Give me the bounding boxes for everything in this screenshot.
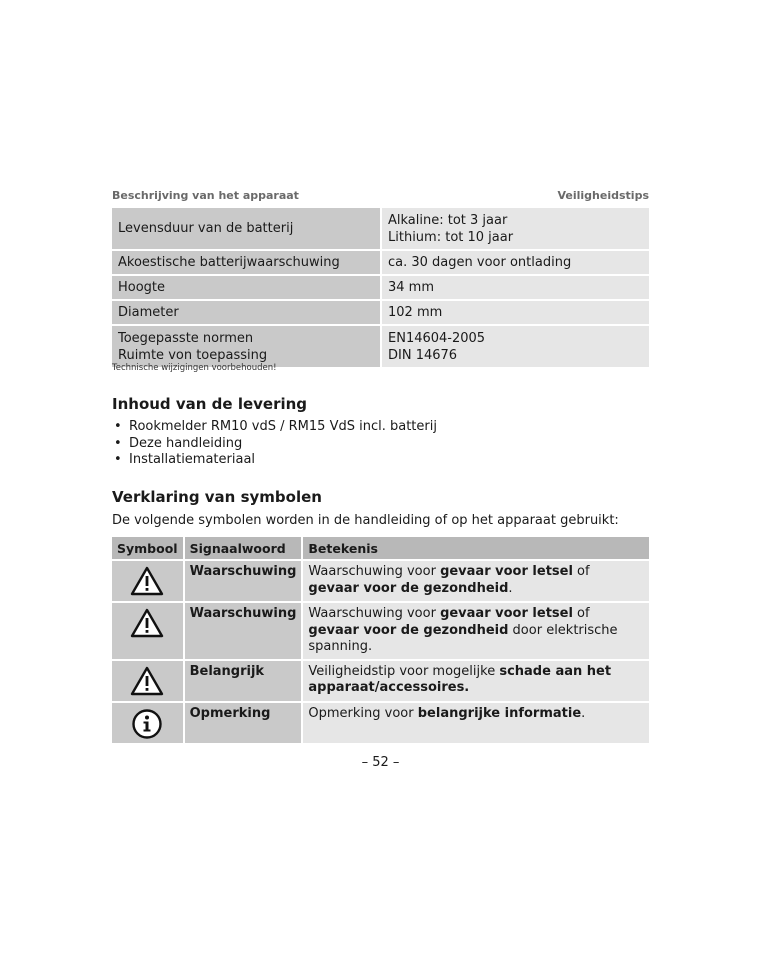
spec-value: Alkaline: tot 3 jaar Lithium: tot 10 jaar <box>381 208 649 250</box>
spec-key: Akoestische batterijwaarschuwing <box>112 250 381 275</box>
table-header-row <box>112 537 649 560</box>
spec-key: Levensduur van de batterij <box>112 208 381 250</box>
list-item: • Deze handleiding <box>114 435 243 451</box>
signal-word: Opmerking <box>184 702 303 744</box>
spec-value: ca. 30 dagen voor ontlading <box>381 250 649 275</box>
spec-key: Toegepasste normen Ruimte von toepassing <box>112 325 381 368</box>
signal-word: Waarschuwing <box>184 560 303 602</box>
running-header-left: Beschrijving van het apparaat <box>112 189 299 202</box>
bullet: • <box>114 419 122 434</box>
column-header-signal: Signaalwoord <box>184 537 303 560</box>
column-header-symbol: Symbool <box>112 537 184 560</box>
list-item: • Rookmelder RM10 vdS / RM15 VdS incl. batterij <box>114 419 437 434</box>
meaning: Waarschuwing voor gevaar voor letsel of gevaar voor de gezondheid door elektrische spanning. <box>302 602 649 660</box>
table-row <box>112 660 649 702</box>
running-header-right: Veiligheidstips <box>557 189 649 202</box>
section-title-delivery: Inhoud van de levering <box>112 395 308 413</box>
spec-value: EN14604-2005 DIN 14676 <box>381 325 649 368</box>
symbol-cell <box>112 660 184 702</box>
warning-triangle-icon <box>130 608 164 638</box>
symbols-table <box>112 537 649 745</box>
section-title-symbols: Verklaring van symbolen <box>112 488 322 506</box>
spec-row <box>112 275 649 300</box>
spec-row <box>112 300 649 325</box>
warning-triangle-icon <box>130 566 164 596</box>
signal-word: Waarschuwing <box>184 602 303 660</box>
warning-triangle-icon <box>130 666 164 696</box>
meaning: Waarschuwing voor gevaar voor letsel of gevaar voor de gezondheid. <box>302 560 649 602</box>
signal-word: Belangrijk <box>184 660 303 702</box>
symbol-cell <box>112 602 184 660</box>
specifications-table <box>112 208 649 369</box>
meaning: Opmerking voor belangrijke informatie. <box>302 702 649 744</box>
bullet: • <box>114 435 122 451</box>
spec-key: Diameter <box>112 300 381 325</box>
table-row <box>112 560 649 602</box>
footnote: Technische wijzigingen voorbehouden! <box>112 363 277 373</box>
symbols-intro: De volgende symbolen worden in de handleiding of op het apparaat gebruikt: <box>112 513 619 528</box>
spec-value: 102 mm <box>381 300 649 325</box>
spec-key: Hoogte <box>112 275 381 300</box>
symbol-cell <box>112 702 184 744</box>
table-row <box>112 602 649 660</box>
info-circle-icon <box>131 708 163 740</box>
spec-row <box>112 250 649 275</box>
page-number: – 52 – <box>361 755 400 770</box>
symbol-cell <box>112 560 184 602</box>
spec-row <box>112 325 649 368</box>
bullet: • <box>114 452 122 467</box>
spec-value: 34 mm <box>381 275 649 300</box>
meaning: Veiligheidstip voor mogelijke schade aan het apparaat/accessoires. <box>302 660 649 702</box>
delivery-list <box>112 419 437 469</box>
list-item: • Installatiemateriaal <box>114 452 256 467</box>
column-header-meaning: Betekenis <box>302 537 649 560</box>
table-row <box>112 702 649 744</box>
spec-row <box>112 208 649 250</box>
